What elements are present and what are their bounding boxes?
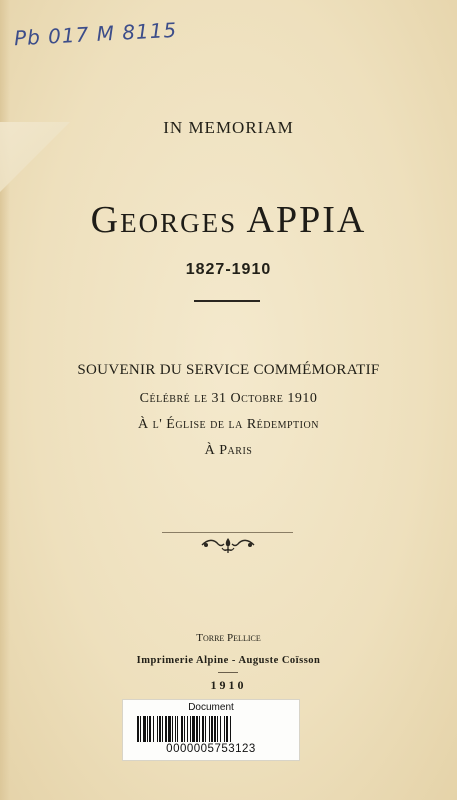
service-line-3: À l' Église de la Rédemption — [138, 417, 319, 432]
handwritten-shelfmark: Pb 017 M 8115 — [13, 17, 178, 51]
memoriam-heading: IN MEMORIAM — [163, 118, 294, 137]
barcode-number: 0000005753123 — [166, 743, 256, 755]
service-line-2: Célébré le 31 Octobre 1910 — [139, 391, 318, 406]
service-line-1: SOUVENIR DU SERVICE COMMÉMORATIF — [77, 362, 380, 378]
person-name: Georges APPIA — [90, 199, 367, 241]
title-divider — [194, 300, 260, 302]
library-barcode-label — [122, 699, 300, 761]
life-years: 1827-1910 — [185, 261, 272, 278]
imprint-divider — [218, 672, 238, 673]
fleuron-ornament-icon — [200, 536, 256, 554]
barcode-icon — [137, 716, 285, 742]
label-title: Document — [188, 702, 234, 713]
imprint-place: Torre Pellice — [196, 632, 261, 644]
ornament-rule — [162, 532, 293, 533]
imprint-year: 1910 — [210, 678, 247, 692]
service-line-4: À Paris — [204, 443, 253, 458]
imprint-printer: Imprimerie Alpine - Auguste Coïsson — [136, 655, 321, 666]
